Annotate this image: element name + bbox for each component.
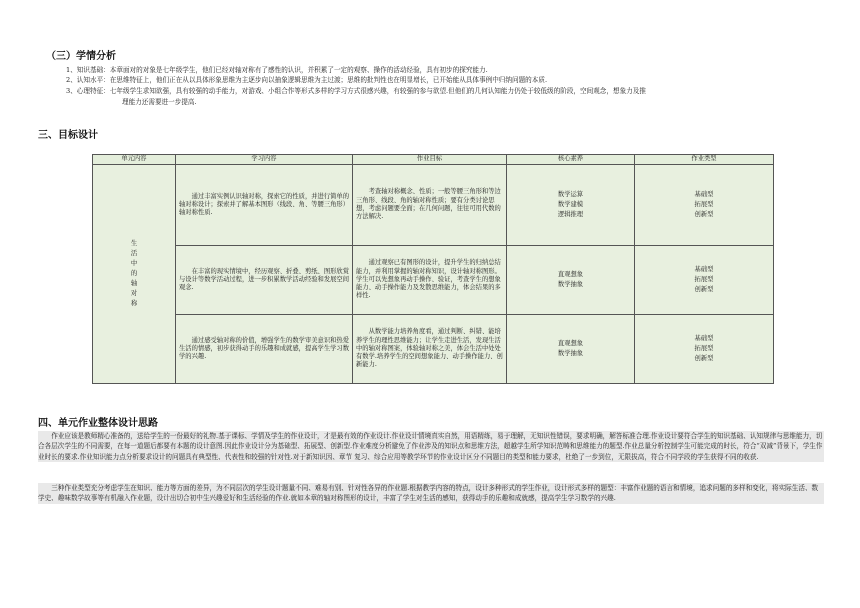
type-item: 基础型 <box>694 191 714 198</box>
learn-cell: 通过丰富实例认识轴对称，探索它的性质，并进行简单的轴对称设计；探索并了解基本图形（线段、角、等腰三角形）轴对称性质. <box>176 165 353 246</box>
type-item: 基础型 <box>694 266 714 273</box>
type-item: 拓展型 <box>694 345 714 352</box>
core-item: 直观想象 <box>557 340 584 347</box>
table-header-row <box>93 155 774 165</box>
core-cell <box>507 246 635 315</box>
type-item: 拓展型 <box>694 201 714 208</box>
core-cell <box>507 315 635 384</box>
table-row <box>93 315 774 384</box>
analysis-item-1: 1、知识基础：本章面对的对象是七年级学生，他们已经对轴对称有了感性的认识，并积累了一定的观察、操作的活动经验，具有初步的探究能力. <box>66 66 488 74</box>
analysis-item-3-cont: 理能力还需要进一步提高. <box>122 98 197 106</box>
goal-design-table <box>92 154 774 384</box>
header-unit: 单元内容 <box>93 155 176 165</box>
type-item: 创新型 <box>694 355 714 362</box>
type-cell <box>635 315 774 384</box>
core-item: 数学抽象 <box>557 350 584 357</box>
goal-cell: 从数学能力培养角度看，通过判断、纠错、能培养学生的理性思维能力；让学生走进生活，发现生活中的轴对称图案，体验轴对称之美，体会生活中处处有数学.培养学生的空间想象能力、动手操作能力、创新能力. <box>353 315 507 384</box>
header-goal: 作业目标 <box>353 155 507 165</box>
type-item: 创新型 <box>694 211 714 218</box>
learn-cell: 通过感受轴对称的价值，增强学生的数学审美意识和热爱生活的情感，初步获得动手的乐趣和成就感，提高学生学习数学的兴趣. <box>176 315 353 384</box>
section-title-overall-design: 四、单元作业整体设计思路 <box>38 418 158 429</box>
type-item: 基础型 <box>694 335 714 342</box>
table-row <box>93 246 774 315</box>
header-learn: 学习内容 <box>176 155 353 165</box>
core-item: 直观想象 <box>557 271 584 278</box>
type-cell <box>635 246 774 315</box>
section-title-goal-design: 三、目标设计 <box>38 130 98 141</box>
analysis-item-2: 2、认知水平：在思维特征上，他们正在从以具体形象思维为主逐步向以抽象逻辑思维为主过渡；思维的批判性也在明显增长，已开始能从具体事例中归纳问题的本质. <box>66 76 548 84</box>
unit-cell <box>93 165 176 384</box>
core-item: 数学建模 <box>557 201 584 208</box>
type-item: 拓展型 <box>694 276 714 283</box>
unit-label: 生活中的轴对称 <box>130 240 138 307</box>
core-item: 数学运算 <box>557 191 584 198</box>
type-item: 创新型 <box>694 286 714 293</box>
core-item: 数学抽象 <box>557 281 584 288</box>
type-cell <box>635 165 774 246</box>
section-subtitle-student-analysis: （三）学情分析 <box>46 51 116 62</box>
design-paragraph-1: 作业应该是教师精心准备的，送给学生的一份最好的礼物.基于课标、学情及学生的作业设计，才是最有效的作业设计.作业设计情境真实自然，用语精练，易于理解，无知识性错误，要求明确，解答标准合理.作业设计要符合学生的知识基础、认知规律与思维能力，切合各层次学生的不同需要，在每一道题后都要有本题的设计意图.因此作业设计分为基础型、拓展型、创新型.作业难度分析避免了作业涉及的知识点和思维方法，超越学生所学知识范畴和思维能力的题型.作业总量分析控制学生可能完成的时长，符合“双减”背景下，学生作业时长的要求.作业知识能力点分析要求设计的问题具有典型性、代表性和较强的针对性.对于新知识因、章节 复习、综合应用等教学环节的作业设计区分不同题目的类型和能力要求，杜绝了一步到位，无限拔高，符合不同学段的学生获得不同的收获. <box>38 432 823 461</box>
table-row <box>93 165 774 246</box>
core-cell <box>507 165 635 246</box>
design-paragraph-2: 三种作业类型充分考虑学生在知识、能力等方面的差异，为不同层次的学生设计题量不同、难易有别、针对性各异的作业题.根据教学内容的特点，设计多种形式的学生作业，设计形式多样的题型：丰富作业题的语言和情境，追求问题的多样和变化，将实际生活、数学史、趣味数学故事等有机融入作业题，设计出切合初中生兴趣爱好和生活经验的作业.就如本章的轴对称图形的设计，丰富了学生对生活的感知，获得动手的乐趣和成就感，提高学生学习数学的兴趣. <box>38 483 824 504</box>
analysis-item-3: 3、心理特征：七年级学生求知欲强，具有较强的动手能力，对游戏、小组合作等形式多样的学习方式很感兴趣，有较强的参与欲望.但他们的几何认知能力仍处于较低级的阶段，空间观念，想象力及推 <box>66 87 646 95</box>
goal-cell: 考查轴对称概念、性质；一般等腰三角形和等边三角形、线段、角的轴对称性质；要有分类讨论思想，考虑问题要全面；在几何问题，往往可用代数的方法解决. <box>353 165 507 246</box>
goal-cell: 通过观察已有图形的设计，提升学生的归纳总结能力，并利用掌握的轴对称知识，设计轴对称图形。学生可以先想象再动手操作、验证，考查学生的想象能力、动手操作能力及发散思维能力，体会结果的多样性. <box>353 246 507 315</box>
header-core: 核心素养 <box>507 155 635 165</box>
core-item: 逻辑推理 <box>557 211 584 218</box>
learn-cell: 在丰富的现实情境中，经历观察、折叠、剪纸、图形欣赏与设计等数学活动过程，进一步积累数学活动经验和发展空间观念. <box>176 246 353 315</box>
header-type: 作业类型 <box>635 155 774 165</box>
